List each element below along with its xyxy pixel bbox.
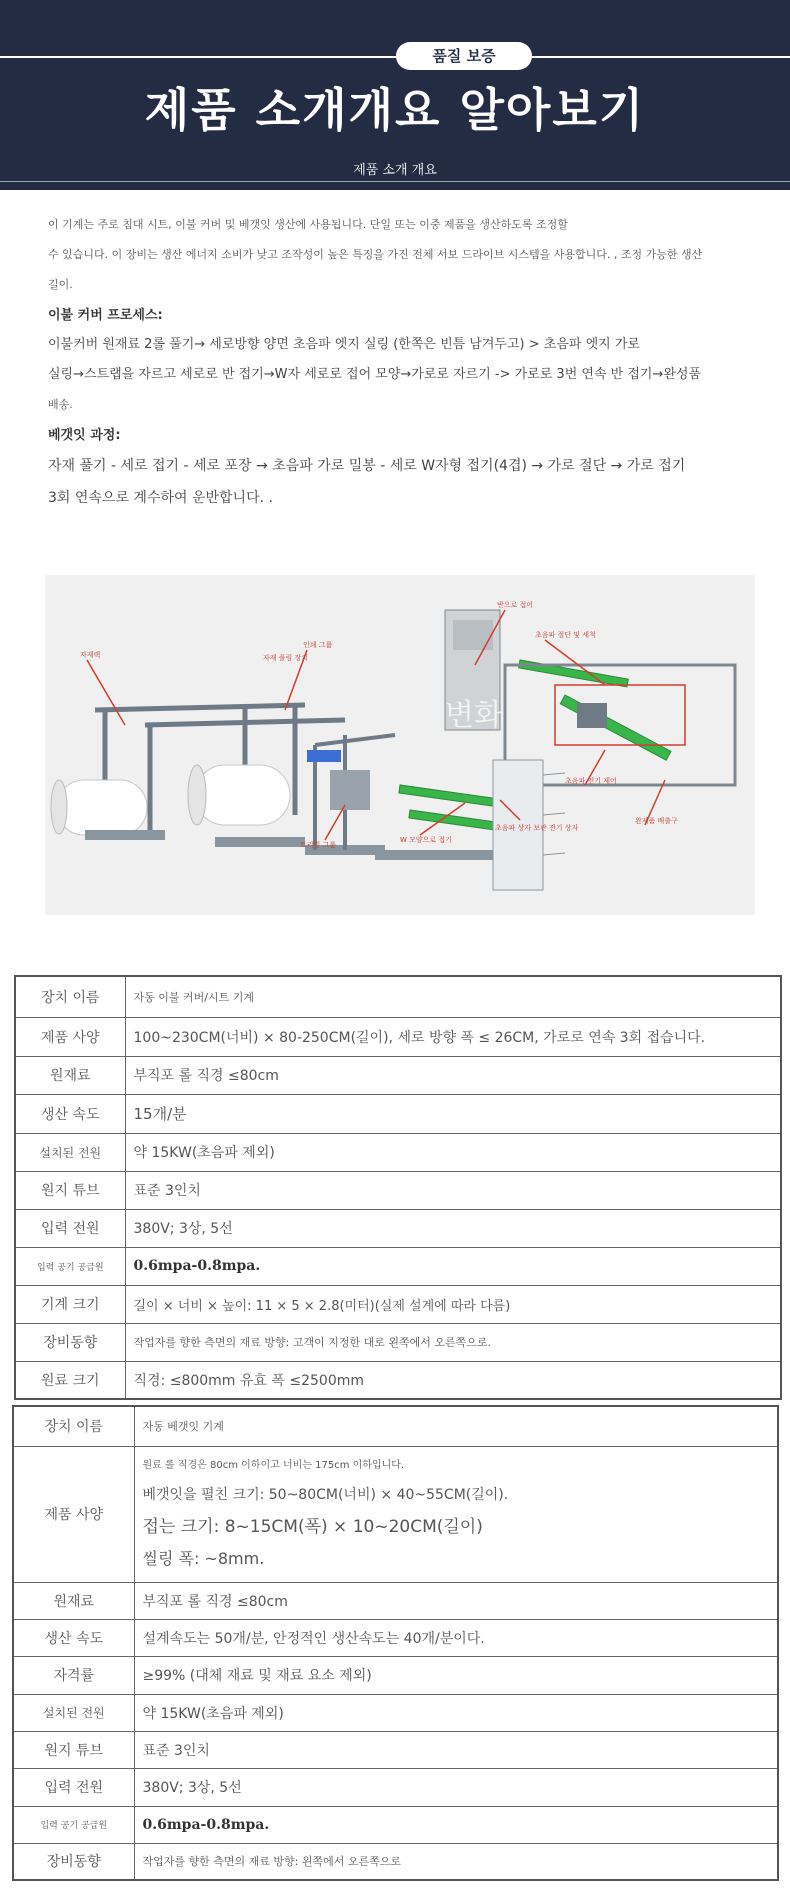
pillowcase-process-line: 자재 풀기 - 세로 접기 - 세로 포장 → 초음파 가로 밀봉 - 세로 W자형 접기(4겹) → 가로 절단 → 가로 접기 — [48, 458, 686, 474]
spec-table-quilt — [14, 975, 782, 1400]
quilt-process-line: 배송. — [48, 398, 73, 411]
spec-value: 표준 3인치 — [134, 1731, 778, 1768]
spec-value: 설계속도는 50개/분, 안정적인 생산속도는 40개/분이다. — [134, 1619, 778, 1656]
table-row — [13, 1731, 778, 1768]
quilt-process-heading: 이불 커버 프로세스: — [48, 308, 163, 323]
label-trimming-group: 트리밍 그룹 — [300, 841, 337, 849]
spec-value: 직경: ≤800mm 유효 폭 ≤2500mm — [125, 1361, 781, 1399]
table-row — [15, 1285, 781, 1323]
table-row — [15, 1133, 781, 1171]
watermark-text: 변화 — [445, 698, 503, 733]
spec-value: 자동 베갯잇 기계 — [134, 1406, 778, 1446]
spec-value: 380V; 3상, 5선 — [125, 1209, 781, 1247]
spec-value-line: 베갯잇을 펼친 크기: 50~80CM(너비) × 40~55CM(길이). — [142, 1487, 509, 1503]
intro-paragraph-line: 이 기계는 주로 침대 시트, 이불 커버 및 베갯잇 생산에 사용됩니다. 단일 또는 이중 제품을 생산하도록 조정할 — [48, 218, 568, 231]
spec-value: 약 15KW(초음파 제외) — [134, 1694, 778, 1731]
table-row — [15, 1094, 781, 1133]
spec-key: 입력 공기 공급원 — [13, 1806, 134, 1843]
spec-key: 원료 크기 — [15, 1361, 125, 1399]
header-bottom-rule — [0, 181, 790, 182]
table-row — [15, 1323, 781, 1361]
table-row — [15, 1171, 781, 1209]
spec-value: 100~230CM(너비) × 80-250CM(길이), 세로 방향 폭 ≤ 26CM, 가로로 연속 3회 접습니다. — [125, 1017, 781, 1056]
spec-value: 약 15KW(초음파 제외) — [125, 1133, 781, 1171]
spec-value: 380V; 3상, 5선 — [134, 1768, 778, 1806]
spec-key: 자격률 — [13, 1656, 134, 1694]
label-unwinder: 자재 풀림 장치 — [263, 654, 309, 662]
spec-value: 작업자를 향한 측면의 재료 방향: 고객이 지정한 대로 왼쪽에서 오른쪽으로. — [125, 1323, 781, 1361]
spec-key: 원재료 — [13, 1582, 134, 1619]
table-row — [13, 1768, 778, 1806]
spec-value-multiline — [134, 1446, 778, 1582]
spec-value: 15개/분 — [125, 1094, 781, 1133]
spec-value: 부직포 롤 직경 ≤80cm — [134, 1582, 778, 1619]
spec-key: 기계 크기 — [15, 1285, 125, 1323]
page-subtitle: 제품 소개 개요 — [353, 163, 437, 178]
header-banner — [0, 0, 790, 190]
label-electric-box: 초음파 상자 보관 전기 상자 — [495, 824, 579, 832]
spec-key: 장치 이름 — [13, 1406, 134, 1446]
spec-key: 장치 이름 — [15, 976, 125, 1017]
spec-key: 장비동향 — [13, 1843, 134, 1880]
table-row — [13, 1656, 778, 1694]
quality-badge: 품질 보증 — [396, 42, 532, 70]
table-row — [15, 976, 781, 1017]
table-row — [15, 1361, 781, 1399]
spec-value: 길이 × 너비 × 높이: 11 × 5 × 2.8(미터)(실제 설계에 따라 다름) — [125, 1285, 781, 1323]
spec-key: 원재료 — [15, 1056, 125, 1094]
intro-section — [48, 210, 748, 514]
spec-key: 원지 튜브 — [15, 1171, 125, 1209]
intro-paragraph-line: 길이. — [48, 278, 73, 291]
machine-drawing — [45, 575, 755, 915]
spec-value-line: 씰링 폭: ~8mm. — [142, 1549, 265, 1568]
pillowcase-process-heading: 베갯잇 과정: — [48, 428, 121, 443]
page-title: 제품 소개개요 알아보기 — [144, 83, 646, 137]
machine-illustration — [45, 575, 755, 915]
spec-value-line: 원료 롤 직경은 80cm 이하이고 너비는 175cm 이하입니다. — [142, 1460, 405, 1471]
label-w-fold: W 모양으로 접기 — [400, 836, 452, 844]
spec-value: ≥99% (대체 재료 및 재료 요소 제외) — [134, 1656, 778, 1694]
spec-key: 장비동향 — [15, 1323, 125, 1361]
intro-paragraph-line: 수 있습니다. 이 장비는 생산 에너지 소비가 낮고 조작성이 높은 특징을 가진 전체 서보 드라이브 시스템을 사용합니다. , 조정 가능한 생산 — [48, 248, 703, 261]
quilt-process-line: 이불커버 원재료 2롤 풀기→ 세로방향 양면 초음파 엣지 실링 (한쪽은 빈틈 남겨두고) > 초음파 엣지 가로 — [48, 337, 640, 352]
label-printing-group: 인쇄 그룹 — [303, 641, 333, 649]
label-material-rack: 자재랙 — [80, 651, 101, 659]
spec-key: 입력 공기 공급원 — [15, 1247, 125, 1285]
label-fold-half: 반으로 접어 — [497, 601, 534, 609]
table-row — [15, 1209, 781, 1247]
label-ultrasonic-cut: 초음파 절단 및 세척 — [535, 631, 596, 639]
spec-key: 원지 튜브 — [13, 1731, 134, 1768]
table-row — [13, 1694, 778, 1731]
pillowcase-process-line: 3회 연속으로 계수하여 운반합니다. . — [48, 490, 273, 506]
spec-value-line: 접는 크기: 8~15CM(폭) × 10~20CM(길이) — [142, 1517, 483, 1537]
quilt-process-line: 실링→스트랩을 자르고 세로로 반 접기→W자 세로로 접어 모양→가로로 자르기 -> 가로로 3번 연속 반 접기→완성품 — [48, 367, 702, 382]
table-row — [13, 1806, 778, 1843]
spec-value: 표준 3인치 — [125, 1171, 781, 1209]
table-row — [15, 1056, 781, 1094]
label-outlet: 완제품 배출구 — [635, 817, 678, 825]
table-row — [13, 1843, 778, 1880]
spec-key: 설치된 전원 — [15, 1133, 125, 1171]
spec-value: 0.6mpa-0.8mpa. — [125, 1247, 781, 1285]
spec-key: 생산 속도 — [15, 1094, 125, 1133]
spec-key: 설치된 전원 — [13, 1694, 134, 1731]
spec-value: 0.6mpa-0.8mpa. — [134, 1806, 778, 1843]
table-row — [15, 1247, 781, 1285]
spec-key: 생산 속도 — [13, 1619, 134, 1656]
table-row — [13, 1582, 778, 1619]
spec-table-pillowcase — [12, 1405, 779, 1881]
spec-value: 작업자를 향한 측면의 재료 방향: 왼쪽에서 오른쪽으로 — [134, 1843, 778, 1880]
header-rule-left — [0, 56, 398, 58]
table-row — [13, 1619, 778, 1656]
spec-key: 제품 사양 — [15, 1017, 125, 1056]
spec-key: 제품 사양 — [13, 1446, 134, 1582]
spec-key: 입력 전원 — [13, 1768, 134, 1806]
table-row — [13, 1446, 778, 1582]
spec-value: 자동 이불 커버/시트 기계 — [125, 976, 781, 1017]
spec-key: 입력 전원 — [15, 1209, 125, 1247]
table-row — [15, 1017, 781, 1056]
table-row — [13, 1406, 778, 1446]
label-ultrasonic-control: 초음파 전기 제어 — [565, 777, 617, 785]
spec-value: 부직포 롤 직경 ≤80cm — [125, 1056, 781, 1094]
header-rule-right — [532, 56, 790, 58]
